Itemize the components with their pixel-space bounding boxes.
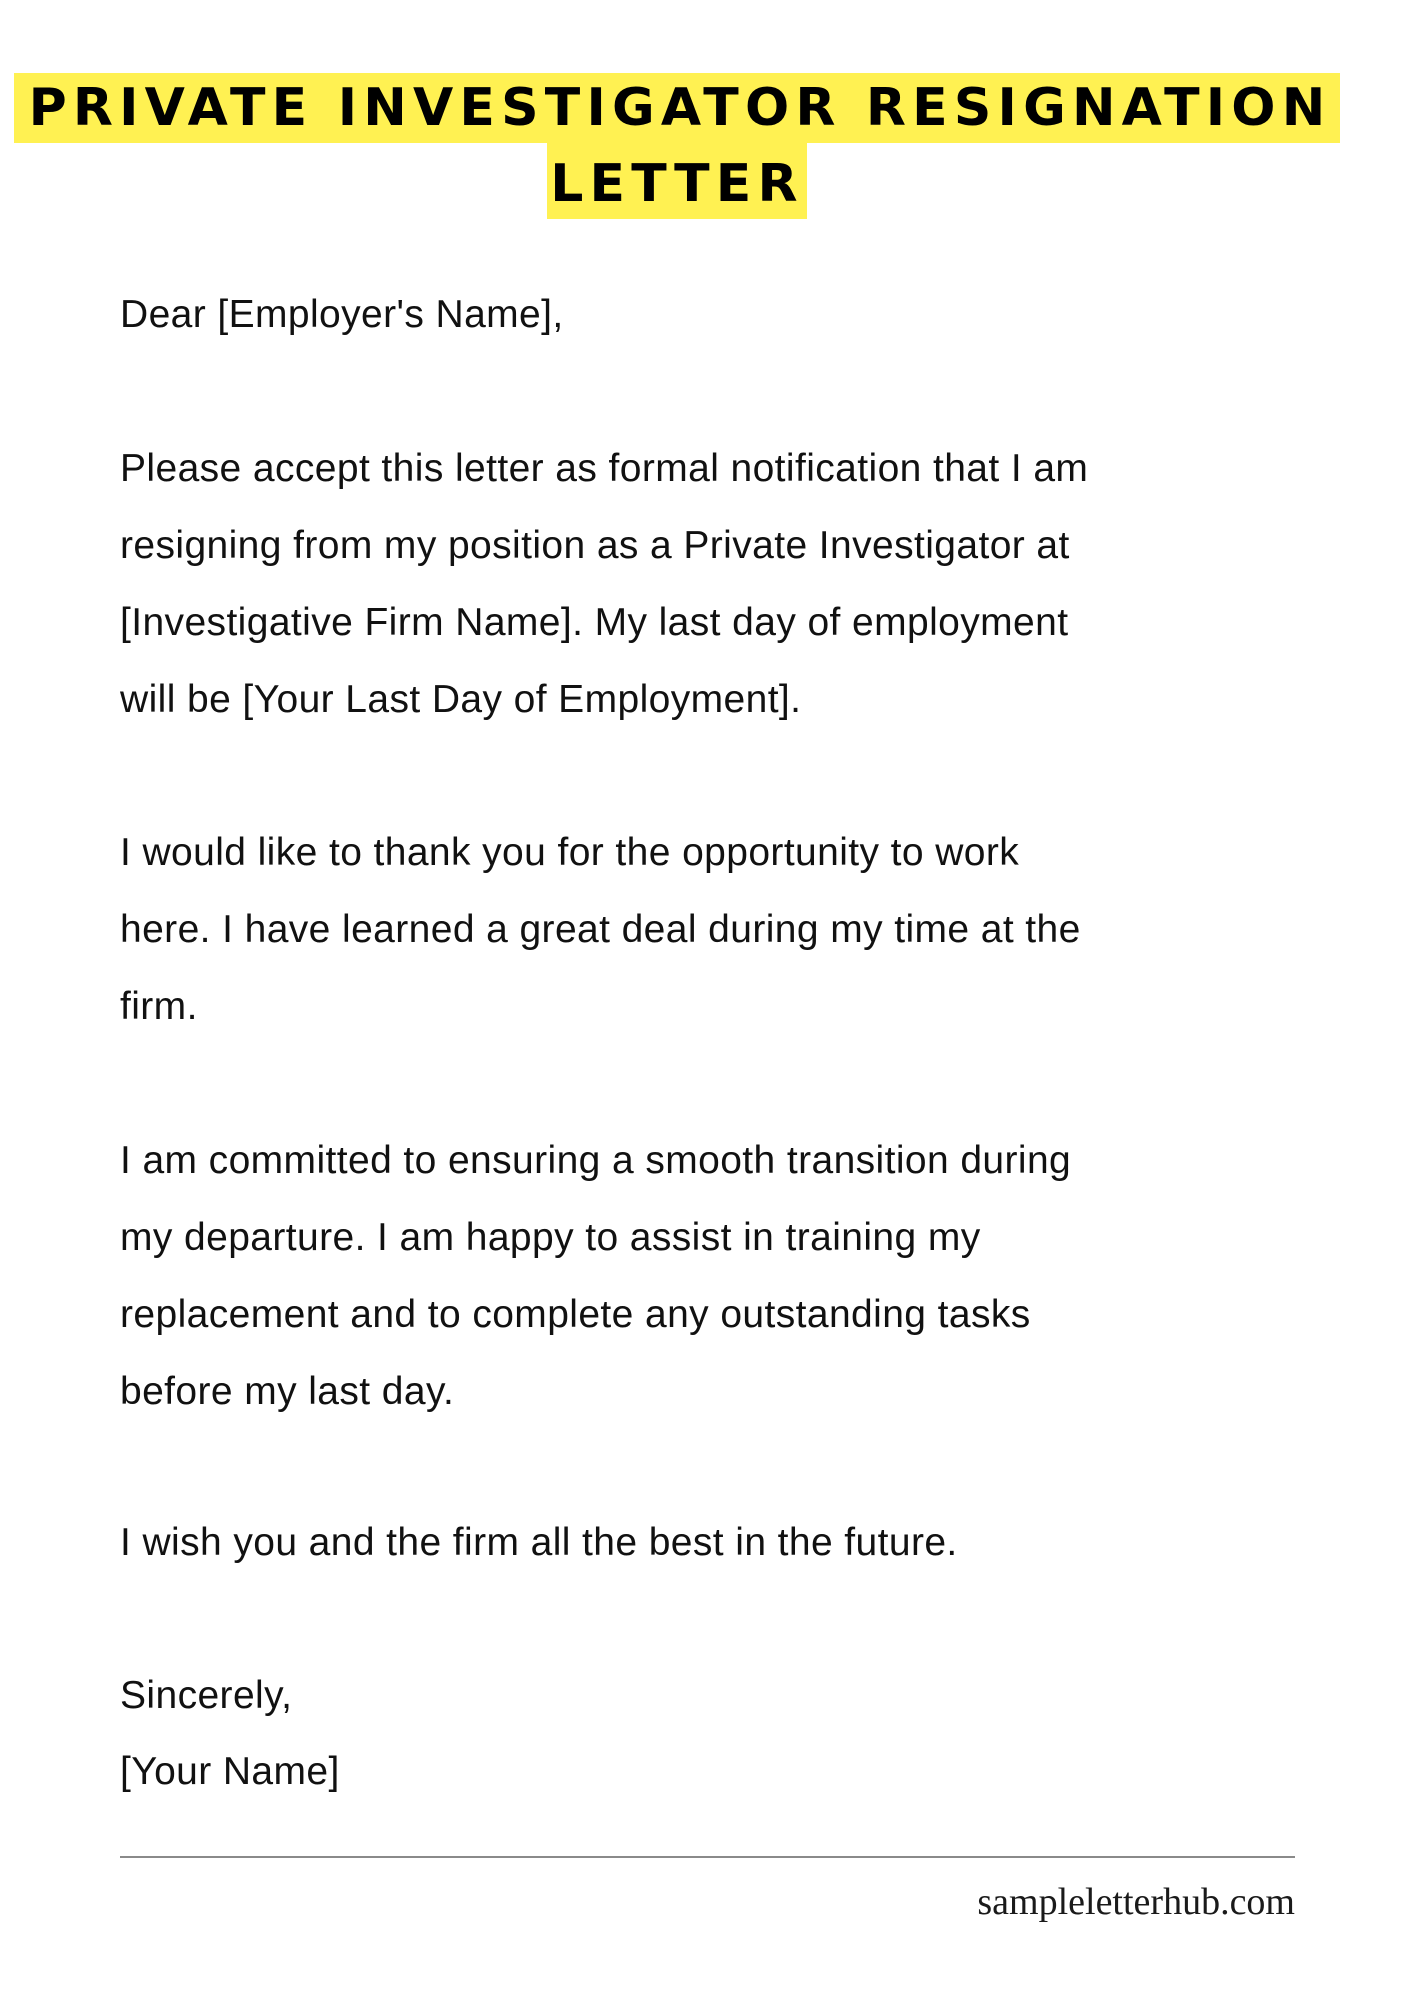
closing: Sincerely, — [120, 1674, 293, 1717]
paragraph-3-line-1: I am committed to ensuring a smooth transition during — [120, 1139, 1072, 1182]
paragraph-1-line-1: Please accept this letter as formal notification that I am — [120, 447, 1089, 490]
paragraph-1-line-4: will be [Your Last Day of Employment]. — [120, 678, 802, 721]
footer-divider — [120, 1856, 1295, 1858]
paragraph-3-line-3: replacement and to complete any outstanding tasks — [120, 1293, 1031, 1336]
paragraph-4-line-1: I wish you and the firm all the best in the future. — [120, 1521, 958, 1564]
signature: [Your Name] — [120, 1750, 340, 1793]
paragraph-1-line-3: [Investigative Firm Name]. My last day of employment — [120, 601, 1069, 644]
paragraph-2-line-1: I would like to thank you for the opportunity to work — [120, 831, 1020, 874]
paragraph-2-line-2: here. I have learned a great deal during my time at the — [120, 908, 1081, 951]
paragraph-3-line-4: before my last day. — [120, 1370, 455, 1413]
paragraph-3-line-2: my departure. I am happy to assist in training my — [120, 1216, 981, 1259]
footer-site-name: sampleletterhub.com — [977, 1881, 1295, 1923]
paragraph-1-line-2: resigning from my position as a Private Investigator at — [120, 524, 1070, 567]
salutation: Dear [Employer's Name], — [120, 293, 564, 336]
title-line-1: PRIVATE INVESTIGATOR RESIGNATION — [14, 73, 1340, 143]
paragraph-2-line-3: firm. — [120, 985, 198, 1028]
title-line-2: LETTER — [547, 143, 807, 219]
